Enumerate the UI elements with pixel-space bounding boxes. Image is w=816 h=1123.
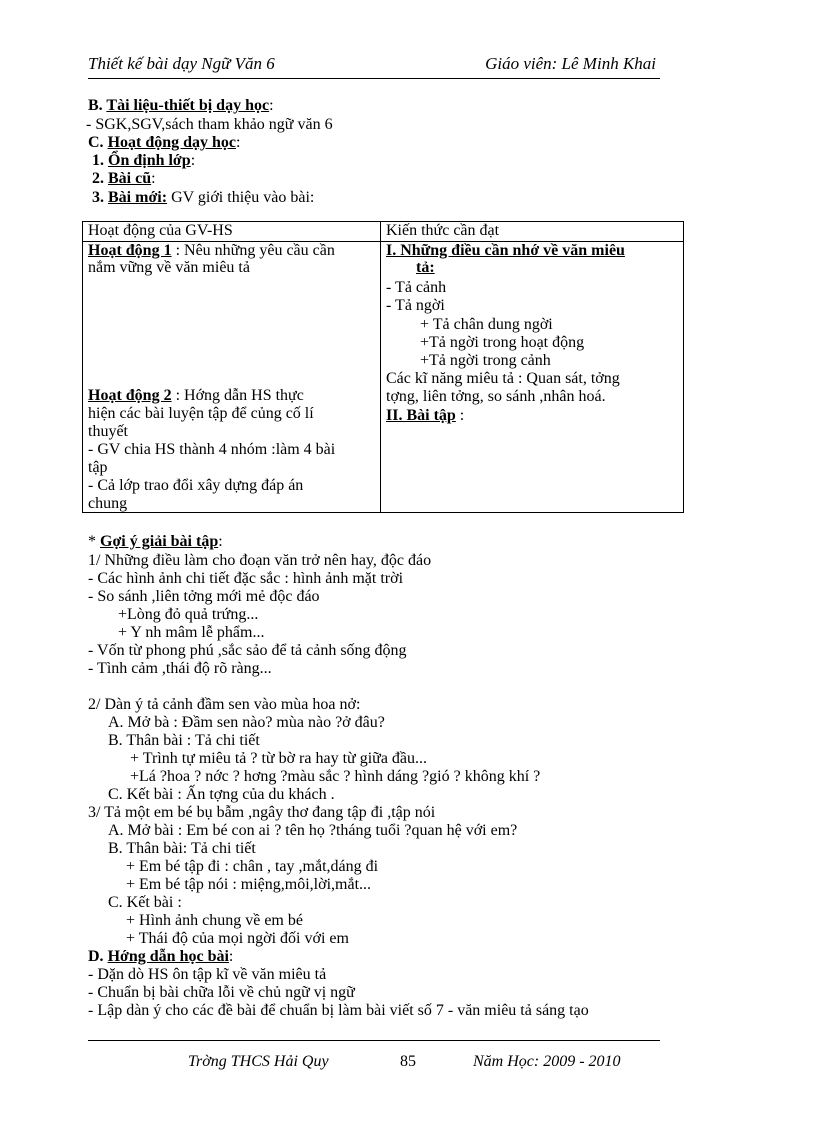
hint-line: - Các hình ảnh chi tiết đặc sắc : hình ảnh mặt trời: [88, 570, 404, 587]
section-d-line: - Chuẩn bị bài chữa lỗi về chủ ngữ vị ngữ: [88, 984, 355, 1001]
section-d-line: - Lập dàn ý cho các đề bài để chuẩn bị làm bài viết số 7 - văn miêu tả sáng tạo: [88, 1002, 589, 1019]
hint-line: A. Mở bài : Em bé con ai ? tên họ ?tháng tuổi ?quan hệ với em?: [108, 822, 518, 839]
knowledge-heading-1-cont: tả:: [416, 259, 435, 276]
hint-line: + Hình ảnh chung về em bé: [126, 912, 303, 929]
activity-2-line: tập: [88, 459, 108, 476]
knowledge-heading-1: I. Những điều cần nhớ về văn miêu: [386, 242, 625, 259]
page-number: 85: [400, 1053, 416, 1070]
knowledge-line: - Tả ngời: [386, 297, 445, 314]
section-d-heading: D. Hớng dẫn học bài:: [88, 948, 234, 965]
knowledge-heading-2: II. Bài tập :: [386, 407, 465, 424]
activity-2-line: chung: [88, 495, 128, 512]
activity-2-line: thuyết: [88, 423, 128, 440]
section-c-heading: C. Hoạt động dạy học:: [88, 134, 241, 151]
page-footer: [88, 1040, 660, 1071]
hint-line: +Lá ?hoa ? nớc ? hơng ?màu sắc ? hình dáng ?gió ? không khí ?: [130, 768, 541, 785]
hint-line: B. Thân bài: Tả chi tiết: [108, 840, 256, 857]
section-d-line: - Dặn dò HS ôn tập kĩ về văn miêu tả: [88, 966, 327, 983]
hint-line: 2/ Dàn ý tả cảnh đầm sen vào mùa hoa nở:: [88, 696, 361, 713]
step-3: 3. Bài mới: GV giới thiệu vào bài:: [92, 189, 315, 206]
header-title: Thiết kế bài dạy Ngữ Văn 6: [88, 54, 275, 73]
col-header-activities: Hoạt động của GV-HS: [83, 222, 381, 242]
hint-line: + Em bé tập nói : miệng,môi,lời,mắt...: [126, 876, 372, 893]
hint-line: 3/ Tả một em bé bụ bẫm ,ngây thơ đang tập đi ,tập nói: [88, 804, 436, 821]
hint-line: A. Mở bà : Đầm sen nào? mùa nào ?ở đâu?: [108, 714, 385, 731]
knowledge-cell: [381, 242, 684, 513]
activity-1-cont: nắm vững về văn miêu tả: [88, 259, 250, 276]
knowledge-line: - Tả cảnh: [386, 279, 447, 296]
hint-line: +Lòng đỏ quả trứng...: [118, 606, 259, 623]
hint-line: B. Thân bài : Tả chi tiết: [108, 732, 260, 749]
footer-school: Trờng THCS Hải Quy: [188, 1053, 329, 1070]
hint-line: + Em bé tập đi : chân , tay ,mắt,dáng đi: [126, 858, 379, 875]
knowledge-line: + Tả chân dung ngời: [420, 316, 553, 333]
hint-line: + Trình tự miêu tả ? từ bờ ra hay từ giữa đầu...: [130, 750, 428, 767]
page-header: [88, 52, 660, 79]
lesson-table: [82, 221, 684, 513]
step-1: 1. Ổn định lớp:: [92, 152, 196, 169]
footer-school-year: Năm Học: 2009 - 2010: [473, 1053, 621, 1070]
hint-line: C. Kết bài :: [108, 894, 182, 911]
knowledge-line: +Tả ngời trong hoạt động: [420, 334, 585, 351]
hint-line: + Thái độ của mọi ngời đối với em: [126, 930, 349, 947]
activity-2-line: - GV chia HS thành 4 nhóm :làm 4 bài: [88, 441, 336, 458]
knowledge-line: Các kĩ năng miêu tả : Quan sát, tởng: [386, 370, 620, 387]
hint-line: 1/ Những điều làm cho đoạn văn trở nên hay, độc đáo: [88, 552, 432, 569]
activity-2-line: hiện các bài luyện tập để củng cố lí: [88, 405, 314, 422]
knowledge-line: tợng, liên tởng, so sánh ,nhân hoá.: [386, 388, 606, 405]
hint-line: - Tình cảm ,thái độ rõ ràng...: [88, 660, 272, 677]
hint-line: - Vốn từ phong phú ,sắc sảo để tả cảnh sống động: [88, 642, 407, 659]
activity-2: Hoạt động 2 : Hớng dẫn HS thực: [88, 387, 304, 404]
activity-1: Hoạt động 1 : Nêu những yêu cầu cần: [88, 242, 335, 259]
hints-heading: * Gợi ý giải bài tập:: [88, 533, 223, 550]
section-b-item: - SGK,SGV,sách tham khảo ngữ văn 6: [86, 116, 333, 133]
header-teacher: Giáo viên: Lê Minh Khai: [485, 54, 656, 73]
col-header-knowledge: Kiến thức cần đạt: [381, 222, 684, 242]
knowledge-line: +Tả ngời trong cảnh: [420, 352, 551, 369]
hint-line: C. Kết bài : Ấn tợng của du khách .: [108, 786, 335, 803]
activities-cell: [83, 242, 381, 513]
hint-line: + Y nh mâm lễ phẩm...: [118, 624, 265, 641]
activity-2-line: - Cả lớp trao đổi xây dựng đáp án: [88, 477, 304, 494]
hint-line: - So sánh ,liên tởng mới mẻ độc đáo: [88, 588, 320, 605]
step-2: 2. Bài cũ:: [92, 170, 156, 187]
section-b-heading: B. Tài liệu-thiết bị dạy học:: [88, 97, 274, 114]
